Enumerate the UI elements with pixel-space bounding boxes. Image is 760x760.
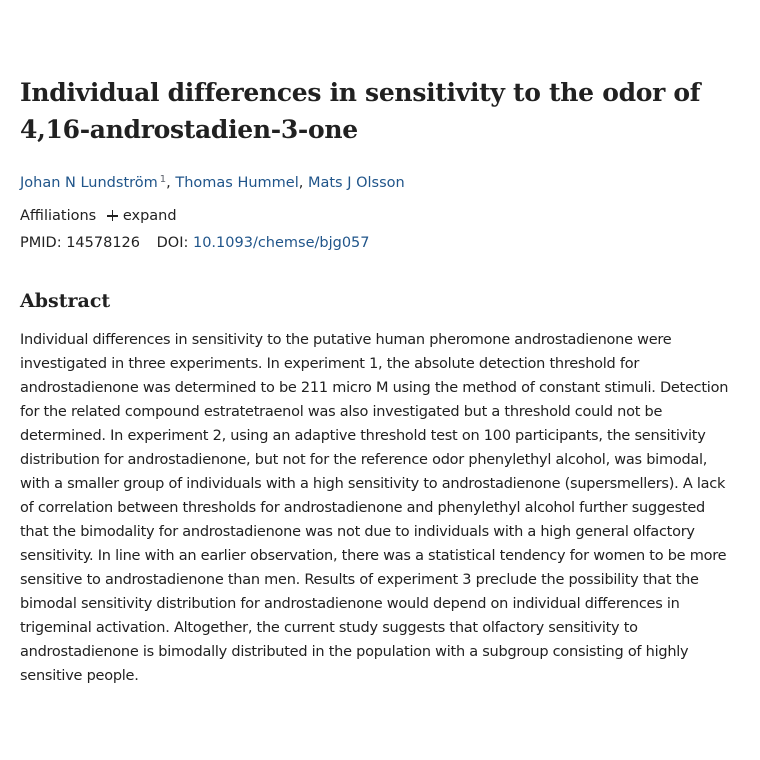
author-separator: , [166, 175, 176, 191]
pmid-label: PMID: [20, 235, 62, 251]
abstract-heading: Abstract [20, 290, 111, 312]
affiliations-row [20, 205, 177, 227]
author-separator: , [298, 175, 308, 191]
identifiers-row [20, 232, 370, 254]
expand-affiliations-button[interactable] [107, 208, 177, 224]
expand-label: expand [122, 208, 177, 224]
author-link[interactable]: Mats J Olsson [307, 175, 405, 191]
article-title: Individual differences in sensitivity to the odor of 4,16-androstadien-3-one [20, 78, 701, 144]
affiliation-ref[interactable]: 1 [159, 174, 167, 185]
plus-icon [107, 210, 118, 221]
author-link[interactable]: Thomas Hummel [175, 175, 299, 191]
abstract-text: Individual differences in sensitivity to the putative human pheromone androstadienone were investigated in three experiments. In experiment 1, the absolute detection threshold for androstadienone was determined to be 211 micro M using the method of constant stimuli. Detection for the related compound estratetraenol was also investigated but a threshold could not be determined. In experiment 2, using an adaptive threshold test on 100 participants, the sensitivity distribution for androstadienone, but not for the reference odor phenylethyl alcohol, was bimodal, with a smaller group of individuals with a high sensitivity to androstadienone (supersmellers). A lack of correlation between thresholds for androstadienone and phenylethyl alcohol further suggested that the bimodality for androstadienone was not due to individuals with a high general olfactory sensitivity. In line with an earlier observation, there was a statistical tendency for women to be more sensitive to androstadienone than men. Results of experiment 3 preclude the possibility that the bimodal sensitivity distribution for androstadienone would depend on individual differences in trigeminal activation. Altogether, the current study suggests that olfactory sensitivity to androstadienone is bimodally distributed in the population with a subgroup consisting of highly sensitive people. [20, 332, 729, 684]
author-list [20, 169, 405, 194]
doi-label: DOI: [156, 235, 189, 251]
pmid-value: 14578126 [66, 235, 141, 251]
doi-link[interactable]: 10.1093/chemse/bjg057 [192, 235, 370, 251]
author-link[interactable]: Johan N Lundström [20, 175, 158, 191]
affiliations-label: Affiliations [20, 208, 97, 224]
